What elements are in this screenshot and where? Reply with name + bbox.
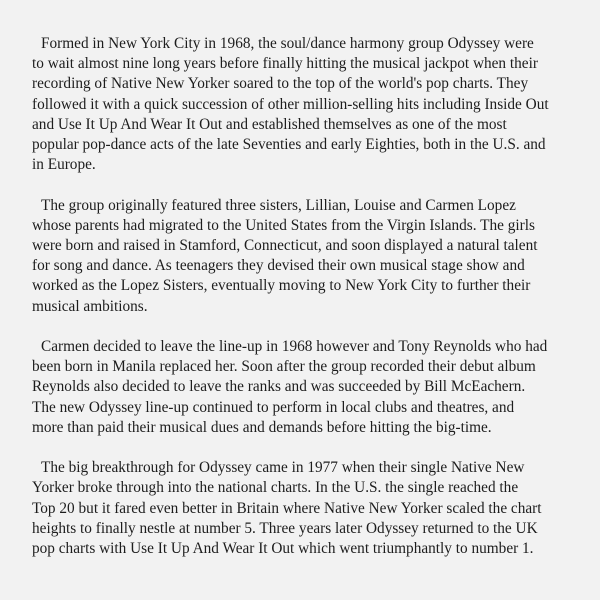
text-line: followed it with a quick succession of other million-selling hits including Inside Out (32, 95, 549, 113)
text-line: musical ambitions. (32, 297, 148, 315)
text-line: for song and dance. As teenagers they devised their own musical stage show and (32, 257, 525, 275)
text-line: Formed in New York City in 1968, the soul/dance harmony group Odyssey were (41, 35, 534, 52)
text-line: recording of Native New Yorker soared to the top of the world's pop charts. They (32, 75, 529, 93)
text-line: in Europe. (32, 156, 96, 174)
text-line: Reynolds also decided to leave the ranks and was succeeded by Bill McEachern. (32, 378, 526, 396)
text-line: worked as the Lopez Sisters, eventually moving to New York City to further their (32, 277, 531, 295)
paragraph (32, 458, 576, 559)
text-line: heights to finally nestle at number 5. Three years later Odyssey returned to the UK (32, 519, 538, 537)
paragraph (32, 337, 576, 438)
text-line: popular pop-dance acts of the late Seventies and early Eighties, both in the U.S. and (32, 136, 546, 154)
text-line: Top 20 but it fared even better in Britain where Native New Yorker scaled the chart (32, 499, 542, 517)
text-line: Carmen decided to leave the line-up in 1968 however and Tony Reynolds who had (41, 338, 548, 356)
text-line: The new Odyssey line-up continued to perform in local clubs and theatres, and (32, 398, 515, 416)
text-line: whose parents had migrated to the United States from the Virgin Islands. The girls (32, 216, 535, 234)
text-line: more than paid their musical dues and demands before hitting the big-time. (32, 418, 492, 436)
text-line: and Use It Up And Wear It Out and established themselves as one of the most (32, 115, 507, 133)
text-line: The big breakthrough for Odyssey came in 1977 when their single Native New (41, 459, 525, 477)
text-line: Yorker broke through into the national charts. In the U.S. the single reached the (32, 479, 519, 497)
text-line: The group originally featured three sisters, Lillian, Louise and Carmen Lopez (41, 196, 516, 214)
paragraph (32, 196, 576, 317)
text-line: pop charts with Use It Up And Wear It Out which went triumphantly to number 1. (32, 540, 534, 558)
text-line: were born and raised in Stamford, Connecticut, and soon displayed a natural talent (32, 237, 538, 255)
paragraph (32, 34, 576, 175)
text-line: been born in Manila replaced her. Soon after the group recorded their debut album (32, 358, 536, 376)
text-line: to wait almost nine long years before finally hitting the musical jackpot when their (32, 55, 538, 73)
